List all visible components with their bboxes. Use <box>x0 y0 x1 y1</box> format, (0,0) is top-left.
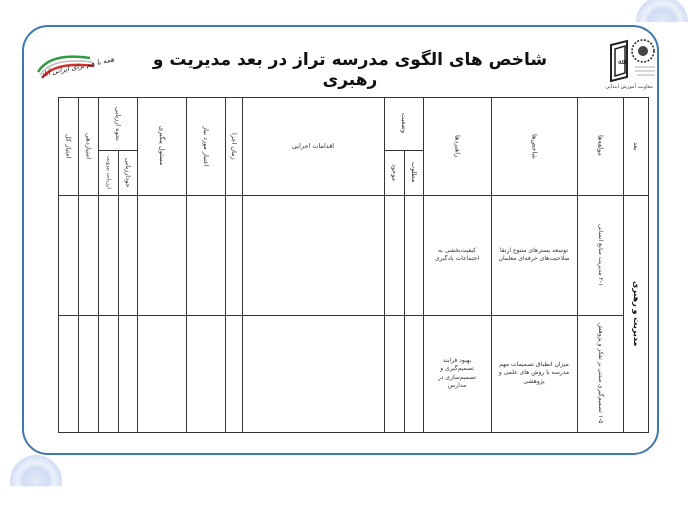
header-external-eval-label: ارزیابی بیرونی <box>105 156 112 189</box>
emblem-icon <box>605 33 660 88</box>
header-strategies <box>423 97 491 195</box>
header-status-desired <box>404 150 423 195</box>
row-2-self-eval-input[interactable] <box>118 315 137 432</box>
row-1-component-text: ۲-۱ مدیریت منابع انسانی <box>597 223 605 287</box>
header-dimension-label: بعد <box>631 141 640 151</box>
row-1-responsible-input[interactable] <box>137 195 186 315</box>
header-strategies-label: راهبردها <box>453 134 462 158</box>
row-1-existing-input[interactable] <box>384 195 404 315</box>
row-2-existing-input[interactable] <box>384 315 404 432</box>
header-evaluation-label: نحوه ارزیابی <box>113 106 122 141</box>
table-row-2-indicator <box>494 315 574 432</box>
row-1-time-input[interactable] <box>225 195 242 315</box>
row-2-desired-input[interactable] <box>404 315 423 432</box>
header-budget-label: اعتبار مورد نیاز <box>201 125 210 167</box>
row-2-budget-input[interactable] <box>186 315 225 432</box>
header-self-evaluation <box>118 150 137 195</box>
table-row-1-indicator <box>494 195 574 315</box>
table-row-2-component <box>577 315 623 432</box>
svg-text:ﷲ: ﷲ <box>617 58 623 66</box>
row-2-time-input[interactable] <box>225 315 242 432</box>
row-2-score-input[interactable] <box>78 315 98 432</box>
header-time-label: زمان اجرا <box>229 132 238 160</box>
header-responsible <box>137 97 186 195</box>
header-indicators <box>491 97 577 195</box>
header-self-eval-label: خودارزیابی <box>123 157 132 188</box>
header-status-label: وضعیت <box>399 113 408 134</box>
row-1-strategy-text: کیفیت‌بخشی به اجتماعات یادگیری <box>434 246 480 262</box>
row-1-budget-input[interactable] <box>186 195 225 315</box>
header-time <box>225 97 242 195</box>
header-indicators-label: شاخص‌ها <box>530 133 539 159</box>
header-components-label: مولفه‌ها <box>596 135 605 157</box>
row-2-total-input[interactable] <box>58 315 78 432</box>
row-1-self-eval-input[interactable] <box>118 195 137 315</box>
row-1-total-input[interactable] <box>58 195 78 315</box>
logo-caption: معاونت آموزش ابتدایی <box>605 84 653 90</box>
table-row-1-component <box>577 195 623 315</box>
table-row-2-strategy <box>430 315 484 432</box>
header-total <box>58 97 78 195</box>
row-2-strategy-text: بهبود فرایند تصمیم‌گیری و تصمیم‌سازی در مدارس <box>437 357 477 389</box>
row-2-component-text: ۱-۵ تصمیم‌گیری مبتنی بر تفکر و پژوهش <box>597 323 605 424</box>
header-components <box>577 97 623 195</box>
header-evaluation <box>98 97 137 150</box>
slogan-text: همه با هم برای ایرانی آباد <box>39 55 115 79</box>
header-actions-label: اقدامات اجرایی <box>291 141 335 150</box>
header-budget <box>186 97 225 195</box>
row-1-external-eval-input[interactable] <box>98 195 118 315</box>
header-external-evaluation <box>98 150 118 195</box>
header-score-label: امتیازدهی <box>84 132 93 160</box>
header-existing-label: موجود <box>390 163 399 182</box>
header-actions <box>242 97 384 195</box>
row-1-indicator-text: توسعه بسترهای متنوع ارتقا صلاحیت‌های حرفه‌ای معلمان <box>498 246 570 262</box>
row-1-desired-input[interactable] <box>404 195 423 315</box>
row-1-score-input[interactable] <box>78 195 98 315</box>
rosette-ornament-bottom-left <box>10 455 62 507</box>
table-row-1-strategy <box>426 195 488 315</box>
row-2-actions-input[interactable] <box>242 315 384 432</box>
header-dimension <box>623 97 648 195</box>
header-desired-label: مطلوب <box>409 162 418 183</box>
row-1-actions-input[interactable] <box>242 195 384 315</box>
header-score <box>78 97 98 195</box>
page-title: شاخص های الگوی مدرسه تراز در بعد مدیریت و رهبری <box>152 50 548 90</box>
dimension-cell <box>623 195 648 432</box>
dimension-value: مدیریت و رهبری <box>631 280 641 347</box>
row-2-external-eval-input[interactable] <box>98 315 118 432</box>
row-2-responsible-input[interactable] <box>137 315 186 432</box>
row-2-indicator-text: میزان انطباق تصمیمات مهم مدرسه با روش های علمی و پژوهشی <box>498 361 570 385</box>
header-total-label: امتیاز کل <box>64 133 73 159</box>
header-status-existing <box>384 150 404 195</box>
header-responsible-label: مسئول پیگیری <box>157 126 166 166</box>
header-status <box>384 97 423 150</box>
